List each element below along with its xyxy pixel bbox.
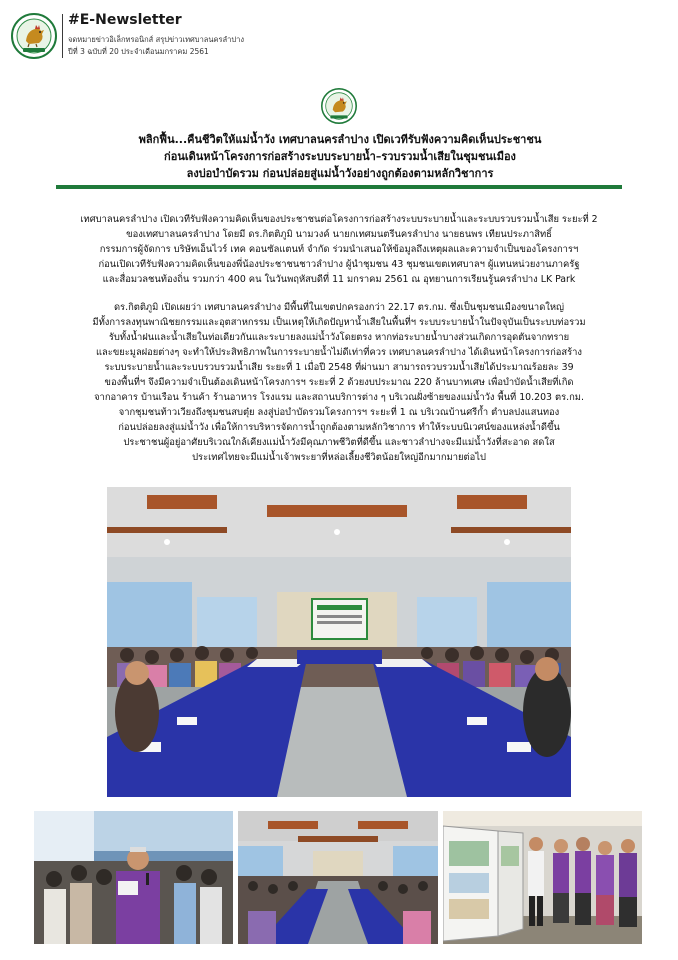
green-divider-bar xyxy=(56,185,622,189)
paragraph-2-line: ประเทศไทยจะมีแม่น้ำเจ้าพระยาที่หล่อเลี้ยงชีวิตน้อยใหญ่อีกมากมายต่อไป xyxy=(192,452,486,463)
speaker-photo xyxy=(34,811,233,944)
main-meeting-photo xyxy=(107,487,571,797)
headline-line-2: ก่อนเดินหน้าโครงการก่อสร้างระบบระบายน้ำ–รวบรวมน้ำเสียในชุมชนเมือง xyxy=(164,150,516,163)
paragraph-2-line: จากชุมชนท้าวเวียงถึงชุมชนสบตุ๋ย ลงสู่บ่อบำบัดรวมโครงการฯ ระยะที่ 1 ณ บริเวณบ้านศรีก้ำ ตำบลปงแสนทอง xyxy=(118,407,560,418)
paragraph-1-line: ของเทศบาลนครลำปาง โดยมี ดร.กิตติภูมิ นามวงค์ นายกเทศมนตรีนครลำปาง นายธนพร เทียนประภาสิทธิ์ xyxy=(126,229,552,240)
newsletter-header xyxy=(0,0,678,72)
headline-line-3: ลงบ่อบำบัดรวม ก่อนปล่อยสู่แม่น้ำวังอย่างถูกต้องตามหลักวิชาการ xyxy=(186,167,494,180)
paragraph-1-line: เทศบาลนครลำปาง เปิดเวทีรับฟังความคิดเห็นของประชาชนต่อโครงการก่อสร้างระบบระบายน้ำและระบบรวบรวมน้ำเสีย ระยะที่ 2 xyxy=(80,214,598,225)
paragraph-2-line: มีทั้งการลงทุนพาณิชยกรรมและอุตสาหกรรม เป็นเหตุให้เกิดปัญหาน้ำเสียในพื้นที่ฯ ระบบระบายน้ำในปัจจุบันเป็นระบบท่อรวม xyxy=(92,317,586,328)
paragraph-2-line: และขยะมูลฝอยต่างๆ จะทำให้ประสิทธิภาพในการระบายน้ำไม่ดีเท่าที่ควร เทศบาลนครลำปาง ได้เดินหน้าโครงการก่อสร้าง xyxy=(96,347,582,358)
paragraph-2-line: ระบบระบายน้ำและระบบรวบรวมน้ำเสีย ระยะที่ 1 เมื่อปี 2548 ที่ผ่านมา สามารถรวบรวมน้ำเสียได้ประมาณร้อยละ 39 xyxy=(104,362,574,373)
exhibition-photo xyxy=(443,811,642,944)
paragraph-1-line: กรรมการผู้จัดการ บริษัทเอ็นไวร์ เทค คอนซัลแตนท์ จำกัด ร่วมนำเสนอให้ข้อมูลถึงเหตุผลและความจำเป็นของโครงการฯ xyxy=(99,244,579,255)
audience-photo xyxy=(238,811,438,944)
headline-line-1: พลิกฟื้น...คืนชีวิตให้แม่น้ำวัง เทศบาลนครลำปาง เปิดเวทีรับฟังความคิดเห็นประชาชน xyxy=(138,133,542,146)
paragraph-2-line: ประชาชนผู้อยู่อาศัยบริเวณใกล้เคียงแม่น้ำวังมีคุณภาพชีวิตที่ดีขึ้น และชาวลำปางจะมีแม่น้ำวังที่สะอาด สดใส xyxy=(123,437,555,448)
paragraph-2-line: ดร.กิตติภูมิ เปิดเผยว่า เทศบาลนครลำปาง มีพื้นที่ในเขตปกครองกว่า 22.17 ตร.กม. ซึ่งเป็นชุมชนเมืองขนาดใหญ่ xyxy=(113,302,565,313)
paragraph-1-line: ก่อนเปิดเวทีรับฟังความคิดเห็นของพี่น้องประชาชนชาวลำปาง ผู้นำชุมชน 43 ชุมชนเขตเทศบาลฯ ผู้แทนหน่วยงานภาครัฐ xyxy=(98,259,580,270)
paragraph-2-line: จากอาคาร บ้านเรือน ร้านค้า ร้านอาหาร โรงแรม และสถานบริการต่าง ๆ บริเวณฝั่งซ้ายของแม่น้ำวัง พื้นที่ 10.203 ตร.กม. xyxy=(94,392,584,403)
paragraph-2-line: ก่อนปล่อยลงสู่แม่น้ำวัง เพื่อให้การบริหารจัดการน้ำถูกต้องตามหลักวิชาการ ทำให้ระบบนิเวศน์ของแหล่งน้ำดีขึ้น xyxy=(118,422,560,433)
paragraph-1-line: และสื่อมวลชนท้องถิ่น รวมกว่า 400 คน ในวันพฤหัสบดีที่ 11 มกราคม 2561 ณ อุทยานการเรียนรู้นครลำปาง LK Park xyxy=(102,274,576,285)
municipality-seal-icon xyxy=(11,13,57,59)
paragraph-2-line: รับทั้งน้ำฝนและน้ำเสียในท่อเดียวกันและระบายลงแม่น้ำวังโดยตรง หากท่อระบายน้ำบางส่วนเกิดการอุดตันจากทราย xyxy=(108,332,570,343)
newsletter-title: #E-Newsletter xyxy=(68,12,182,28)
header-divider xyxy=(62,14,63,58)
newsletter-issue-info: ปีที่ 3 ฉบับที่ 20 ประจำเดือนมกราคม 2561 xyxy=(68,47,209,56)
newsletter-subtitle: จดหมายข่าวอิเล็กทรอนิกส์ สรุปข่าวเทศบาลนครลำปาง xyxy=(68,35,244,44)
paragraph-2-line: ของพื้นที่ฯ จึงมีความจำเป็นต้องเดินหน้าโครงการฯ ระยะที่ 2 ด้วยงบประมาณ 220 ล้านบาทเศษ เพื่อบำบัดน้ำเสียที่เกิด xyxy=(104,377,574,388)
municipality-seal-icon xyxy=(321,88,357,124)
